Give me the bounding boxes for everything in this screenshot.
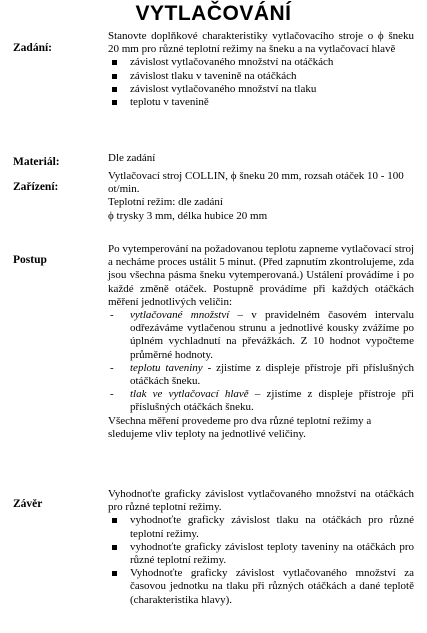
document-title: VYTLAČOVÁNÍ [135,2,292,25]
list-item: Vyhodnoťte graficky závislost vytlačovaného množství za časovou jednotku na tlaku při různých otáčkách a dané teplotě (charakteristika hlavy). [108,567,414,607]
postup-intro: Po vytemperování na požadovanou teplotu zapneme vytlačovací stroj a necháme proces ustálit 5 minut. (Před zapnutím zkontrolujeme, zda jsou všechna pásma šneku vytemperovaná.) Ustálení provádíme i po každé změně otáček. Postupně provádíme při každých otáčkách měření jednotlivých veličin: [108,243,414,308]
zadani-list [108,56,414,109]
bullet-square-icon [112,571,117,576]
zaver-list [108,514,414,606]
material-label: Materiál: [13,156,60,168]
postup-label: Postup [13,254,47,266]
zaver-intro: Vyhodnoťte graficky závislost vytlačovaného množství na otáčkách pro různé teplotní režimy. [108,488,414,514]
bullet-square-icon [112,74,117,79]
list-item: - tlak ve vytlačovací hlavě – zjistíme z displeje přístroje při příslušných otáčkách šneku. [110,388,414,414]
bullet-square-icon [112,518,117,523]
list-item: závislost vytlačovaného množství na tlaku [108,83,414,96]
zadani-section [108,30,414,109]
list-item: závislost vytlačovaného množství na otáčkách [108,56,414,69]
postup-section [108,243,414,441]
postup-list [108,309,414,415]
zarizeni-section [108,170,414,223]
list-item: - teplotu taveniny - zjistíme z displeje přístroje při příslušných otáčkách šneku. [110,361,414,388]
zarizeni-line3: ϕ trysky 3 mm, délka hubice 20 mm [108,209,268,222]
bullet-square-icon [112,545,117,550]
zaver-label: Závěr [13,498,43,510]
zarizeni-label: Zařízení: [13,181,59,193]
list-item: závislost tlaku v tavenině na otáčkách [108,70,414,83]
bullet-square-icon [112,100,117,105]
bullet-square-icon [112,87,117,92]
postup-outro: Všechna měření provedeme pro dva různé teplotní režimy a sledujeme vliv teploty na jednotlivé veličiny. [108,414,372,440]
list-item: teplotu v tavenině [108,96,414,109]
list-item: - vytlačované množství – v pravidelném časovém intervalu odřezáváme vytlačenou strunu a jednotlivé kousky zvážíme po úplném vychladnutí na převážkách. Z 10 hodnot vypočteme průměrné hodnoty. [110,309,414,361]
list-item: vyhodnoťte graficky závislost tlaku na otáčkách pro různé teplotní režimy. [108,514,414,540]
zaver-section [108,488,414,607]
material-value: Dle zadání [108,152,156,164]
bullet-square-icon [112,60,117,65]
zarizeni-line2: Teplotní režim: dle zadání [108,196,223,209]
zarizeni-line1: Vytlačovací stroj COLLIN, ϕ šneku 20 mm, rozsah otáček 10 - 100 ot/min. [108,170,404,196]
list-item: vyhodnoťte graficky závislost teploty taveniny na otáčkách pro různé teplotní režimy. [108,541,414,567]
zadani-intro: Stanovte doplňkové charakteristiky vytlačovacího stroje o ϕ šneku 20 mm pro různé teplotní režimy na šneku a na vytlačovací hlavě [108,30,414,56]
zadani-label: Zadání: [13,42,52,54]
